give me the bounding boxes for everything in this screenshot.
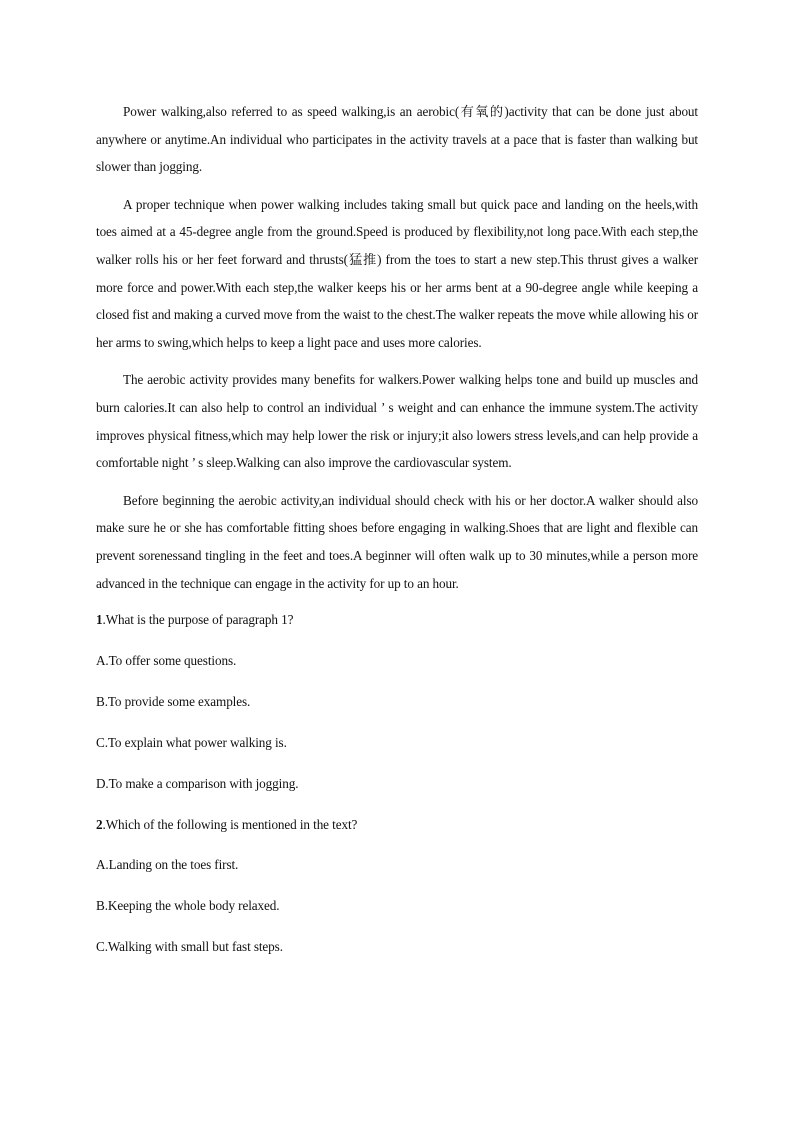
option-a: A.Landing on the toes first.	[96, 857, 239, 873]
option-c: C.To explain what power walking is.	[96, 734, 287, 750]
question-text: .Which of the following is mentioned in the text?	[102, 816, 358, 832]
question-number: 2	[96, 816, 103, 832]
option-d: D.To make a comparison with jogging.	[96, 775, 299, 791]
question-text: .What is the purpose of paragraph 1?	[102, 612, 294, 628]
question-stem	[96, 814, 698, 837]
document-page	[96, 98, 698, 977]
question-1	[96, 609, 698, 795]
passage-paragraph-2: A proper technique when power walking includes taking small but quick pace and landing on the heels,with toes aimed at a 45-degree angle from the ground.Speed is produced by flexibility,not long pace.With each step,the walker rolls his or her feet forward and thrusts(猛推) from the toes to start a new step.This thrust gives a walker more force and power.With each step,the walker keeps his or her arms bent at a 90-degree angle while keeping a closed fist and making a curved move from the waist to the chest.The walker repeats the move while allowing his or her arms to swing,which helps to keep a light pace and uses more calories.	[96, 196, 699, 350]
question-number: 1	[96, 612, 103, 628]
option-c: C.Walking with small but fast steps.	[96, 939, 283, 955]
option-b: B.Keeping the whole body relaxed.	[96, 898, 280, 914]
passage-paragraph-4: Before beginning the aerobic activity,an individual should check with his or her doctor.A walker should also make sure he or she has comfortable fitting shoes before engaging in walking.Shoes that are light and flexible can prevent sorenessand tingling in the feet and toes.A beginner will often walk up to 30 minutes,while a person more advanced in the technique can engage in the activity for up to an hour.	[96, 492, 698, 591]
option-a: A.To offer some questions.	[96, 652, 237, 668]
option-b: B.To provide some examples.	[96, 693, 251, 709]
passage-paragraph-1: Power walking,also referred to as speed walking,is an aerobic(有氧的)activity that can be done just about anywhere or anytime.An individual who participates in the activity travels at a pace that is faster than walking but slower than jogging.	[96, 104, 698, 175]
passage-paragraph-3: The aerobic activity provides many benefits for walkers.Power walking helps tone and build up muscles and burn calories.It can also help to control an individual ’ s weight and can enhance the immune system.The activity improves physical fitness,which may help lower the risk or injury;it also lowers stress levels,and can help provide a comfortable night ’ s sleep.Walking can also improve the cardiovascular system.	[96, 372, 698, 471]
question-2	[96, 814, 698, 959]
question-stem	[96, 609, 698, 632]
